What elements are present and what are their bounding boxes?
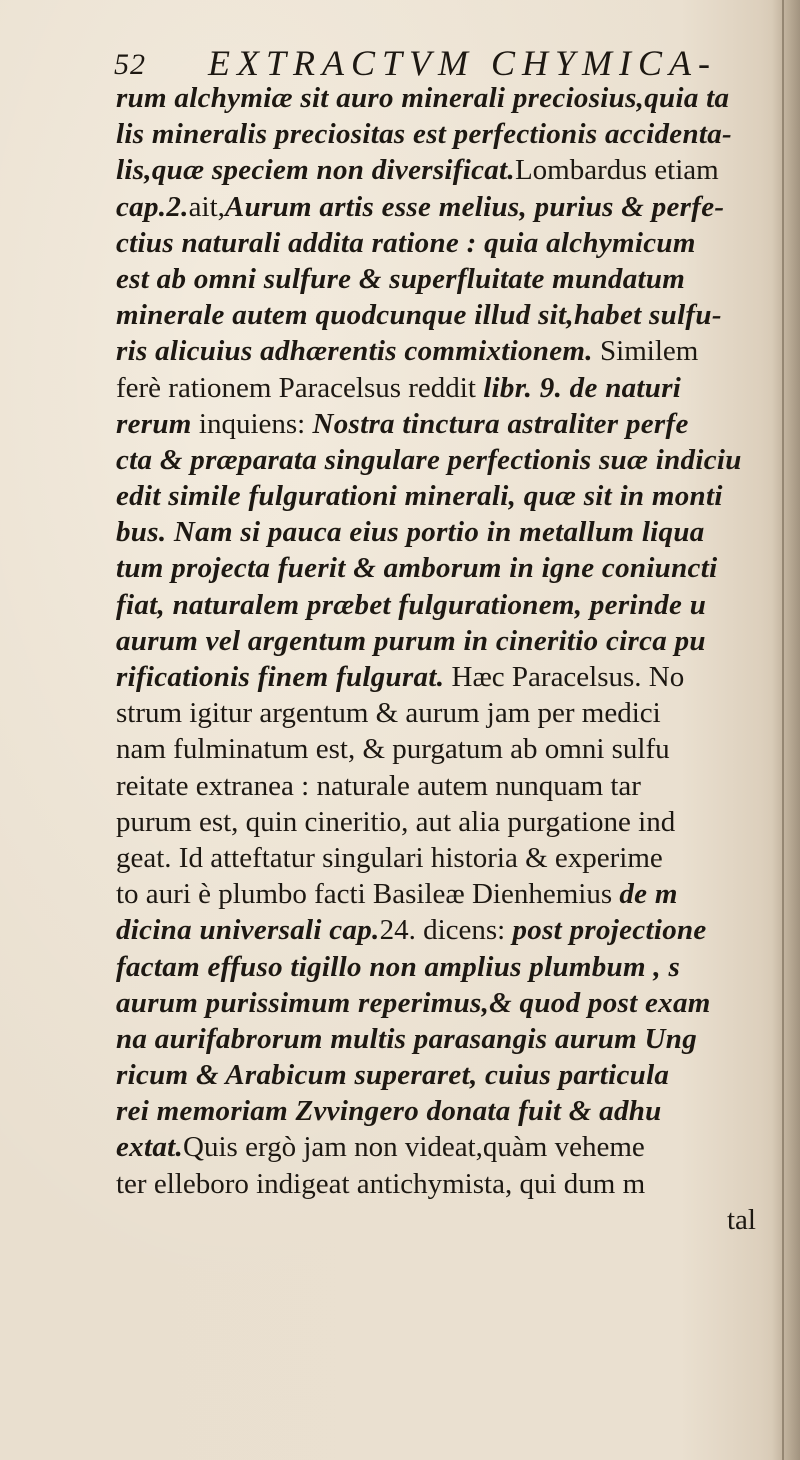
running-head: EXTRACTVM CHYMICA- (208, 43, 717, 83)
italic-text: edit simile fulgurationi minerali, quæ sit in monti (116, 480, 723, 513)
body-text (116, 80, 776, 1238)
italic-text: de m (619, 878, 678, 911)
italic-text: ricum & Arabicum superaret, cuius particula (116, 1059, 670, 1092)
italic-text: tum projecta fuerit & amborum in igne coniuncti (116, 552, 718, 585)
text-line (116, 550, 776, 586)
text-line (116, 514, 776, 550)
text-line (116, 189, 776, 225)
roman-text: Hæc Paracelsus. No (444, 661, 685, 693)
roman-text: ait, (188, 190, 225, 223)
italic-text: bus. Nam si pauca eius portio in metallum liqua (116, 516, 705, 549)
text-line (116, 623, 776, 659)
italic-text: cap.2. (116, 190, 189, 223)
italic-text: factam effuso tigillo non amplius plumbum , s (116, 950, 681, 983)
page-gutter-shadow (772, 0, 800, 1460)
roman-text: reitate extranea : naturale autem nunquam tar (116, 769, 641, 802)
roman-text: inquiens: (191, 407, 313, 440)
italic-text: post projectione (512, 914, 707, 947)
text-line (116, 1166, 776, 1202)
text-line (116, 333, 776, 369)
text-line (116, 116, 776, 152)
italic-text: rei memoriam Zvvingero donata fuit & adhu (116, 1095, 662, 1128)
text-line (116, 406, 776, 442)
page-number: 52 (114, 48, 146, 81)
italic-text: rificationis finem fulgurat. (116, 661, 445, 693)
italic-text: na aurifabrorum multis parasangis aurum Ung (116, 1022, 698, 1055)
text-line (116, 152, 776, 188)
roman-text: 24. dicens: (379, 914, 513, 947)
italic-text: rum alchymiæ sit auro minerali preciosius,quia ta (116, 82, 730, 114)
text-line (116, 695, 776, 731)
page-fold-line (782, 0, 784, 1460)
italic-text: aurum vel argentum purum in cineritio circa pu (116, 624, 706, 657)
text-line (116, 840, 776, 876)
italic-text: dicina universali cap. (116, 914, 380, 947)
roman-text: strum igitur argentum & aurum jam per medici (116, 697, 661, 730)
italic-text: Nostra tinctura astraliter perfe (312, 407, 689, 440)
italic-text: libr. 9. de naturi (483, 371, 682, 404)
text-line (116, 1057, 776, 1093)
italic-text: extat. (116, 1131, 184, 1164)
text-line (116, 768, 776, 804)
roman-text: ter elleboro indigeat antichymista, qui dum m (116, 1167, 646, 1200)
italic-text: aurum purissimum reperimus,& quod post exam (116, 986, 711, 1019)
italic-text: ris alicuius adhærentis commixtionem. (116, 335, 593, 368)
italic-text: fiat, naturalem præbet fulgurationem, perinde u (116, 588, 707, 621)
roman-text: Similem (592, 335, 699, 368)
italic-text: Aurum artis esse melius, purius & perfe- (224, 190, 725, 223)
italic-text: rerum (116, 407, 192, 440)
text-line (116, 442, 776, 478)
text-line (116, 731, 776, 767)
text-line (116, 1129, 776, 1165)
text-line (116, 1093, 776, 1129)
text-line (116, 1021, 776, 1057)
text-line (116, 912, 776, 948)
text-line (116, 297, 776, 333)
text-line (116, 985, 776, 1021)
text-line (116, 949, 776, 985)
text-line (116, 225, 776, 261)
text-line (116, 804, 776, 840)
italic-text: lis,quæ speciem non diversificat. (116, 154, 515, 187)
text-line (116, 370, 776, 406)
roman-text: Lombardus etiam (514, 154, 719, 187)
italic-text: lis mineralis preciositas est perfectionis accidenta- (116, 118, 732, 151)
roman-text: to auri è plumbo facti Basileæ Dienhemius (116, 878, 620, 911)
italic-text: ctius naturali addita ratione : quia alchymicum (116, 226, 696, 259)
roman-text: purum est, quin cineritio, aut alia purgatione ind (116, 805, 676, 838)
text-line (116, 261, 776, 297)
roman-text: nam fulminatum est, & purgatum ab omni sulfu (116, 733, 670, 766)
text-line (116, 659, 776, 695)
roman-text: ferè rationem Paracelsus reddit (116, 371, 484, 404)
catchword: tal (727, 1203, 756, 1236)
text-line (116, 478, 776, 514)
text-line (116, 876, 776, 912)
text-line (116, 80, 776, 116)
italic-text: cta & præparata singulare perfectionis suæ indiciu (116, 443, 742, 476)
roman-text: geat. Id atteftatur singulari historia & experime (116, 841, 663, 874)
italic-text: minerale autem quodcunque illud sit,habet sulfu- (116, 299, 722, 332)
text-line (116, 587, 776, 623)
italic-text: est ab omni sulfure & superfluitate mundatum (116, 262, 686, 295)
roman-text: Quis ergò jam non videat,quàm veheme (183, 1131, 645, 1164)
